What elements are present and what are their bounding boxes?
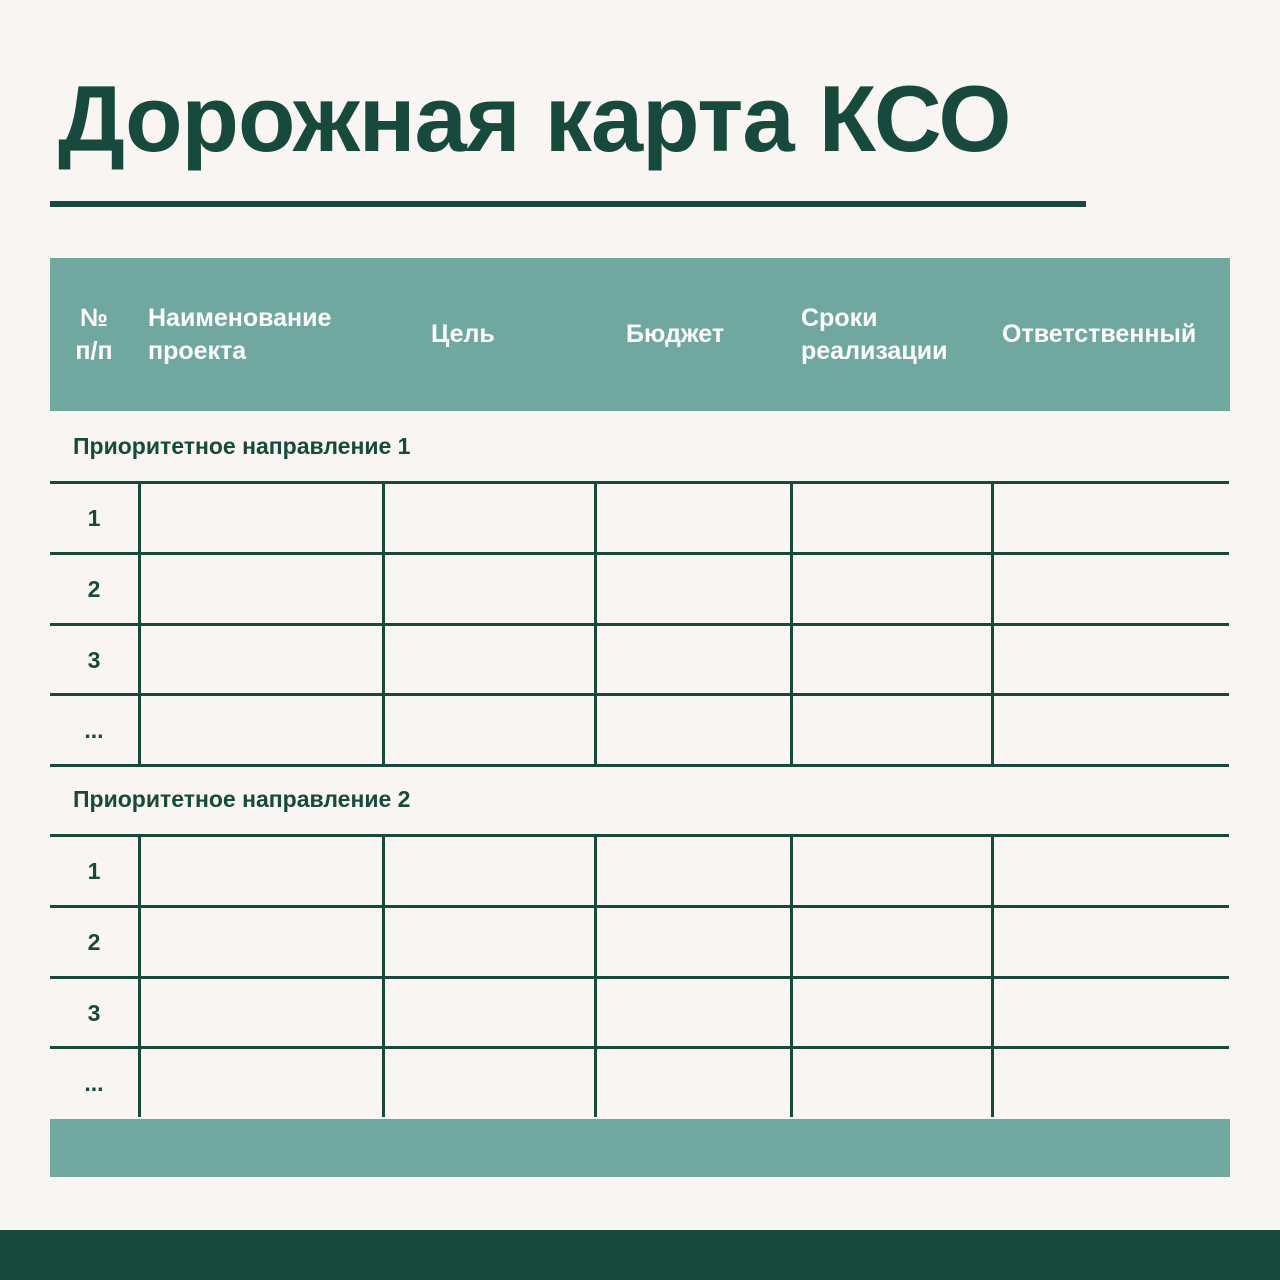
grid-line xyxy=(50,764,1229,767)
cell-responsible[interactable] xyxy=(994,1049,1229,1117)
row-number: ... xyxy=(84,717,104,743)
header-timeline-line-2: реализации xyxy=(801,336,948,365)
row-number: 1 xyxy=(87,858,101,884)
cell-name[interactable] xyxy=(141,837,382,905)
cell-name[interactable] xyxy=(141,555,382,623)
header-timeline-line-1: Сроки xyxy=(801,303,878,332)
cell-name[interactable] xyxy=(141,908,382,976)
cell-responsible[interactable] xyxy=(994,979,1229,1047)
cell-responsible[interactable] xyxy=(994,837,1229,905)
cell-budget[interactable] xyxy=(597,696,790,764)
cell-responsible[interactable] xyxy=(994,908,1229,976)
header-num-line-1: № xyxy=(80,303,108,332)
page-title: Дорожная карта КСО xyxy=(58,66,1011,171)
cell-name[interactable] xyxy=(141,626,382,694)
cell-name[interactable] xyxy=(141,696,382,764)
row-number: ... xyxy=(84,1070,104,1096)
cell-timeline[interactable] xyxy=(793,837,991,905)
cell-name[interactable] xyxy=(141,484,382,552)
cell-goal[interactable] xyxy=(385,555,594,623)
cell-timeline[interactable] xyxy=(793,555,991,623)
cell-timeline[interactable] xyxy=(793,1049,991,1117)
bottom-bar xyxy=(0,1230,1280,1280)
table-header xyxy=(50,258,1230,411)
cell-responsible[interactable] xyxy=(994,696,1229,764)
title-underline xyxy=(50,201,1086,207)
header-goal-line-1: Цель xyxy=(431,320,495,348)
row-number: 2 xyxy=(87,576,101,602)
header-name-line-2: проекта xyxy=(148,336,247,365)
cell-goal[interactable] xyxy=(385,484,594,552)
row-number: 3 xyxy=(87,1000,101,1026)
cell-goal[interactable] xyxy=(385,908,594,976)
cell-goal[interactable] xyxy=(385,626,594,694)
header-name xyxy=(148,258,388,411)
cell-goal[interactable] xyxy=(385,1049,594,1117)
table-footer-band xyxy=(50,1119,1230,1177)
section-label-1: Приоритетное направление 1 xyxy=(73,433,411,459)
row-number: 2 xyxy=(87,929,101,955)
cell-responsible[interactable] xyxy=(994,484,1229,552)
header-timeline xyxy=(801,258,996,411)
cell-goal[interactable] xyxy=(385,696,594,764)
cell-name[interactable] xyxy=(141,979,382,1047)
cell-budget[interactable] xyxy=(597,908,790,976)
cell-name[interactable] xyxy=(141,1049,382,1117)
cell-budget[interactable] xyxy=(597,484,790,552)
header-budget xyxy=(626,258,806,411)
cell-goal[interactable] xyxy=(385,979,594,1047)
row-number: 1 xyxy=(87,505,101,531)
cell-timeline[interactable] xyxy=(793,484,991,552)
cell-timeline[interactable] xyxy=(793,908,991,976)
cell-goal[interactable] xyxy=(385,837,594,905)
cell-responsible[interactable] xyxy=(994,626,1229,694)
section-grid-1 xyxy=(50,481,1229,764)
cell-budget[interactable] xyxy=(597,626,790,694)
section-label-2: Приоритетное направление 2 xyxy=(73,786,411,812)
header-name-line-1: Наименование xyxy=(148,303,332,332)
header-responsible xyxy=(1002,258,1230,411)
section-grid-2 xyxy=(50,834,1229,1117)
header-num xyxy=(50,258,138,411)
cell-timeline[interactable] xyxy=(793,979,991,1047)
header-num-line-2: п/п xyxy=(75,336,113,365)
cell-budget[interactable] xyxy=(597,555,790,623)
cell-responsible[interactable] xyxy=(994,555,1229,623)
cell-budget[interactable] xyxy=(597,837,790,905)
cell-timeline[interactable] xyxy=(793,696,991,764)
cell-timeline[interactable] xyxy=(793,626,991,694)
header-responsible-line-1: Ответственный xyxy=(1002,320,1197,348)
cell-budget[interactable] xyxy=(597,1049,790,1117)
header-goal xyxy=(431,258,601,411)
cell-budget[interactable] xyxy=(597,979,790,1047)
row-number: 3 xyxy=(87,647,101,673)
header-budget-line-1: Бюджет xyxy=(626,320,725,348)
